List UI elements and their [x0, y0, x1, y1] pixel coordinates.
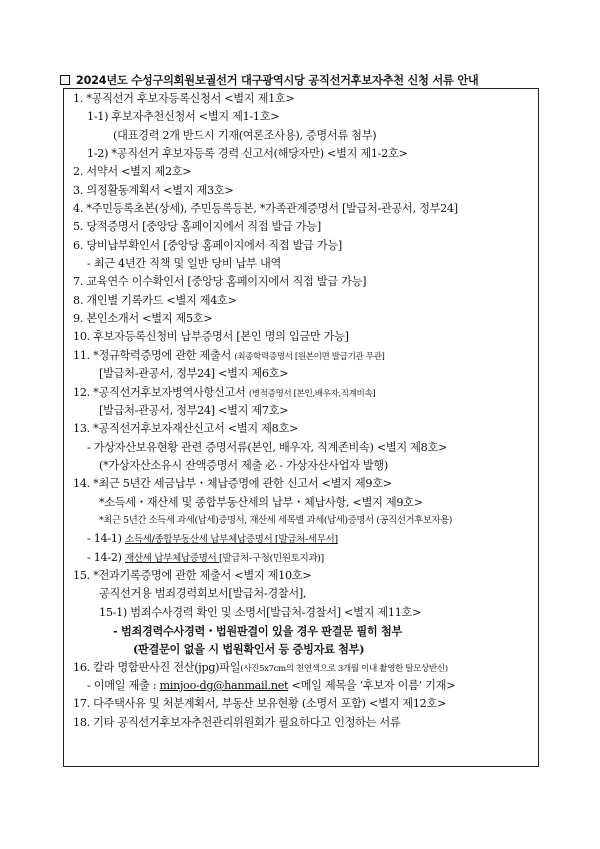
list-item: 6. 당비납부확인서 [중앙당 홈페이지에서 직접 발급 가능]	[73, 238, 342, 252]
page-title	[60, 72, 479, 88]
list-item: 1-1) 후보자추천신청서 <별지 제1-1호>	[87, 110, 280, 124]
list-item: 9. 본인소개서 <별지 제5호>	[73, 312, 213, 326]
item-label: - 14-1)	[87, 532, 125, 546]
email-link[interactable]: minjoo-dg@hanmail.net	[159, 679, 289, 692]
list-item: - 최근 4년간 직책 및 일반 당비 납부 내역	[87, 257, 281, 271]
item-note: <메일 제목을 ‘후보자 이름’ 기재>	[288, 679, 456, 692]
item-label: - 14-2)	[87, 550, 125, 564]
list-item: (판결문이 없을 시 법원확인서 등 증빙자료 첨부)	[133, 642, 365, 657]
list-item	[73, 549, 535, 567]
list-item: 15. *전과기록증명에 관한 제출서 <별지 제10호>	[73, 568, 312, 582]
list-item: - 가상자산보유현황 관련 증명서류(본인, 배우자, 직계존비속) <별지 제8호>	[87, 440, 448, 454]
list-item	[73, 347, 535, 365]
list-item: 3. 의정활동계획서 <별지 제3호>	[73, 183, 234, 197]
list-item: (*가상자산소유시 잔액증명서 제출 必 - 가상자산사업자 발행)	[99, 458, 388, 472]
list-item: (대표경력 2개 반드시 기재(여론조사용), 증명서류 첨부)	[113, 128, 377, 142]
list-item: 2. 서약서 <별지 제2호>	[73, 165, 192, 179]
list-item: 4. *주민등록초본(상세), 주민등록등본, *가족관계증명서 [발급처-관공서, 정부24]	[73, 202, 458, 216]
item-label: - 이메일 제출 :	[87, 679, 160, 692]
item-note: (병적증명서 [본인,배우자,직계비속]	[248, 388, 376, 399]
item-highlight: 재산세 납부체납증명서	[125, 552, 219, 564]
list-item: *소득세・재산세 및 종합부동산세의 납부・체납사항, <별지 제9호>	[99, 495, 423, 509]
list-item: [발급처-관공서, 정부24] <별지 제6호>	[99, 367, 289, 381]
list-item	[73, 384, 535, 402]
list-item: 5. 당적증명서 [중앙당 홈페이지에서 직접 발급 가능]	[73, 220, 321, 234]
list-item: 14. *최근 5년간 세금납부・체납증명에 관한 신고서 <별지 제9호>	[73, 477, 392, 491]
list-item: 1. *공직선거 후보자등록신청서 <별지 제1호>	[73, 92, 295, 105]
list-item: 7. 교육연수 이수확인서 [중앙당 홈페이지에서 직접 발급 가능]	[73, 275, 367, 289]
item-note: (사진5x7cm의 천연색으로 3개월 이내 촬영한 탈모상반신)	[240, 663, 448, 674]
list-item: 18. 기타 공직선거후보자추천관리위원회가 필요하다고 인정하는 서류	[73, 715, 401, 729]
list-item	[73, 530, 535, 548]
list-item: 13. *공직선거후보자재산신고서 <별지 제8호>	[73, 422, 299, 436]
list-item	[73, 677, 535, 695]
item-note: [발급처-세무서]	[272, 534, 338, 546]
list-item: 17. 다주택사유 및 처분계획서, 부동산 보유현황 (소명서 포함) <별지 제12호>	[73, 697, 447, 711]
item-highlight: 소득세/종합부동산세 납부체납증명서	[125, 534, 273, 546]
document-list	[73, 90, 535, 732]
item-label: 12. *공직선거후보자병역사항신고서	[73, 385, 249, 399]
list-item: 10. 후보자등록신청비 납부증명서 [본인 명의 입금만 가능]	[73, 330, 349, 344]
item-label: 11. *정규학력증명에 관한 제출서	[73, 348, 235, 362]
list-item: - 범죄경력수사경력・법원판결이 있을 경우 판결문 필히 첨부	[113, 623, 402, 638]
list-item: *최근 5년간 소득세 과세(납세)증명서, 재산세 세목별 과세(납세)증명서 (공직선거후보자용)	[99, 514, 453, 526]
list-item: 1-2) *공직선거 후보자등록 경력 신고서(해당자만) <별지 제1-2호>	[87, 147, 408, 161]
list-item	[73, 659, 535, 677]
title-text: 2024년도 수성구의회원보궐선거 대구광역시당 공직선거후보자추천 신청 서류 안내	[76, 74, 479, 87]
list-item: [발급처-관공서, 정부24] <별지 제7호>	[99, 403, 289, 417]
item-note: [발급처-구청(민원토지과)]	[218, 552, 324, 564]
checkbox-square-icon	[60, 75, 70, 85]
list-item: 8. 개인별 기록카드 <별지 제4호>	[73, 293, 237, 307]
list-item: 공직선거용 범죄경력회보서[발급처-경찰서],	[99, 587, 307, 601]
list-item: 15-1) 범죄수사경력 확인 및 소명서[발급처-경찰서] <별지 제11호>	[99, 605, 422, 619]
item-note: (최종학력증명서 [원본이면 발급기관 무관]	[234, 351, 385, 362]
item-label: 16. 칼라 명함판사진 전산(jpg)파일	[73, 660, 241, 674]
